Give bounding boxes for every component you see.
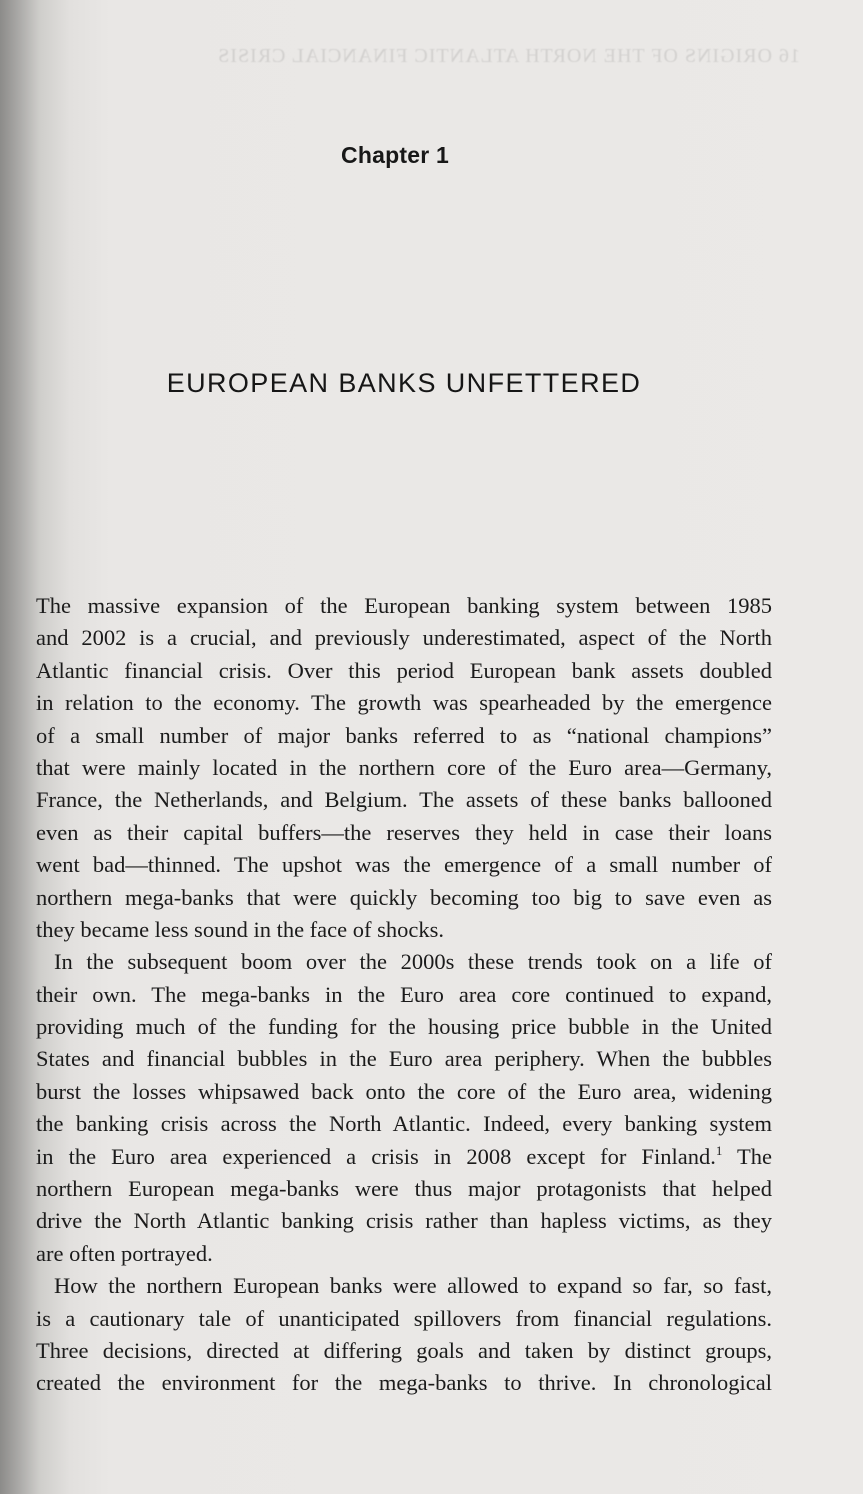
- text-line: northern mega-banks that were quickly becoming too big to save even as: [36, 884, 772, 910]
- text-line: of a small number of major banks referred to as “national champions”: [36, 722, 772, 748]
- text-line: are often portrayed.: [36, 1240, 213, 1266]
- text-line: even as their capital buffers—the reserves they held in case their loans: [36, 819, 772, 845]
- text-line: that were mainly located in the northern core of the Euro area—Germany,: [36, 754, 772, 780]
- text-line: providing much of the funding for the housing price bubble in the United: [36, 1014, 772, 1040]
- text-line: is a cautionary tale of unanticipated spillovers from financial regulations.: [36, 1305, 772, 1331]
- text-line: Atlantic financial crisis. Over this period European bank assets doubled: [36, 657, 772, 683]
- text-line: went bad—thinned. The upshot was the emergence of a small number of: [36, 852, 772, 878]
- text-line: How the northern European banks were allowed to expand so far, so fast,: [54, 1273, 772, 1299]
- text-line: Three decisions, directed at differing goals and taken by distinct groups,: [36, 1337, 772, 1363]
- bleed-through-header: 16 ORIGINS OF THE NORTH ATLANTIC FINANCIAL CRISIS: [217, 45, 800, 67]
- text-line: created the environment for the mega-banks to thrive. In chronological: [36, 1370, 772, 1396]
- paragraph-2: [36, 946, 772, 1270]
- text-line: drive the North Atlantic banking crisis rather than hapless victims, as they: [36, 1208, 772, 1234]
- text-line: they became less sound in the face of shocks.: [36, 916, 444, 942]
- text-segment: The: [722, 1143, 772, 1169]
- text-line: France, the Netherlands, and Belgium. The assets of these banks ballooned: [36, 787, 772, 813]
- text-line: their own. The mega-banks in the Euro area core continued to expand,: [36, 981, 772, 1007]
- text-line: northern European mega-banks were thus major protagonists that helped: [36, 1176, 772, 1202]
- chapter-label: Chapter 1: [341, 142, 449, 168]
- footnote-ref[interactable]: 1: [715, 1142, 723, 1158]
- body-text: [36, 590, 772, 1400]
- text-line: in relation to the economy. The growth was spearheaded by the emergence: [36, 690, 772, 716]
- text-line: and 2002 is a crucial, and previously underestimated, aspect of the North: [36, 625, 772, 651]
- paragraph-1: [36, 590, 772, 946]
- text-line: The massive expansion of the European banking system between 1985: [36, 593, 772, 618]
- text-line: States and financial bubbles in the Euro area periphery. When the bubbles: [36, 1046, 772, 1072]
- text-line: burst the losses whipsawed back onto the core of the Euro area, widening: [36, 1078, 772, 1104]
- text-line: In the subsequent boom over the 2000s these trends took on a life of: [54, 949, 772, 975]
- text-line-with-footnote: [36, 1141, 772, 1173]
- bleed-through-text: [40, 40, 800, 103]
- chapter-title: EUROPEAN BANKS UNFETTERED: [166, 368, 642, 398]
- text-line: the banking crisis across the North Atlantic. Indeed, every banking system: [36, 1111, 772, 1137]
- text-segment: in the Euro area experienced a crisis in 2008 except for Finland.: [36, 1143, 716, 1169]
- paragraph-3: [36, 1270, 772, 1400]
